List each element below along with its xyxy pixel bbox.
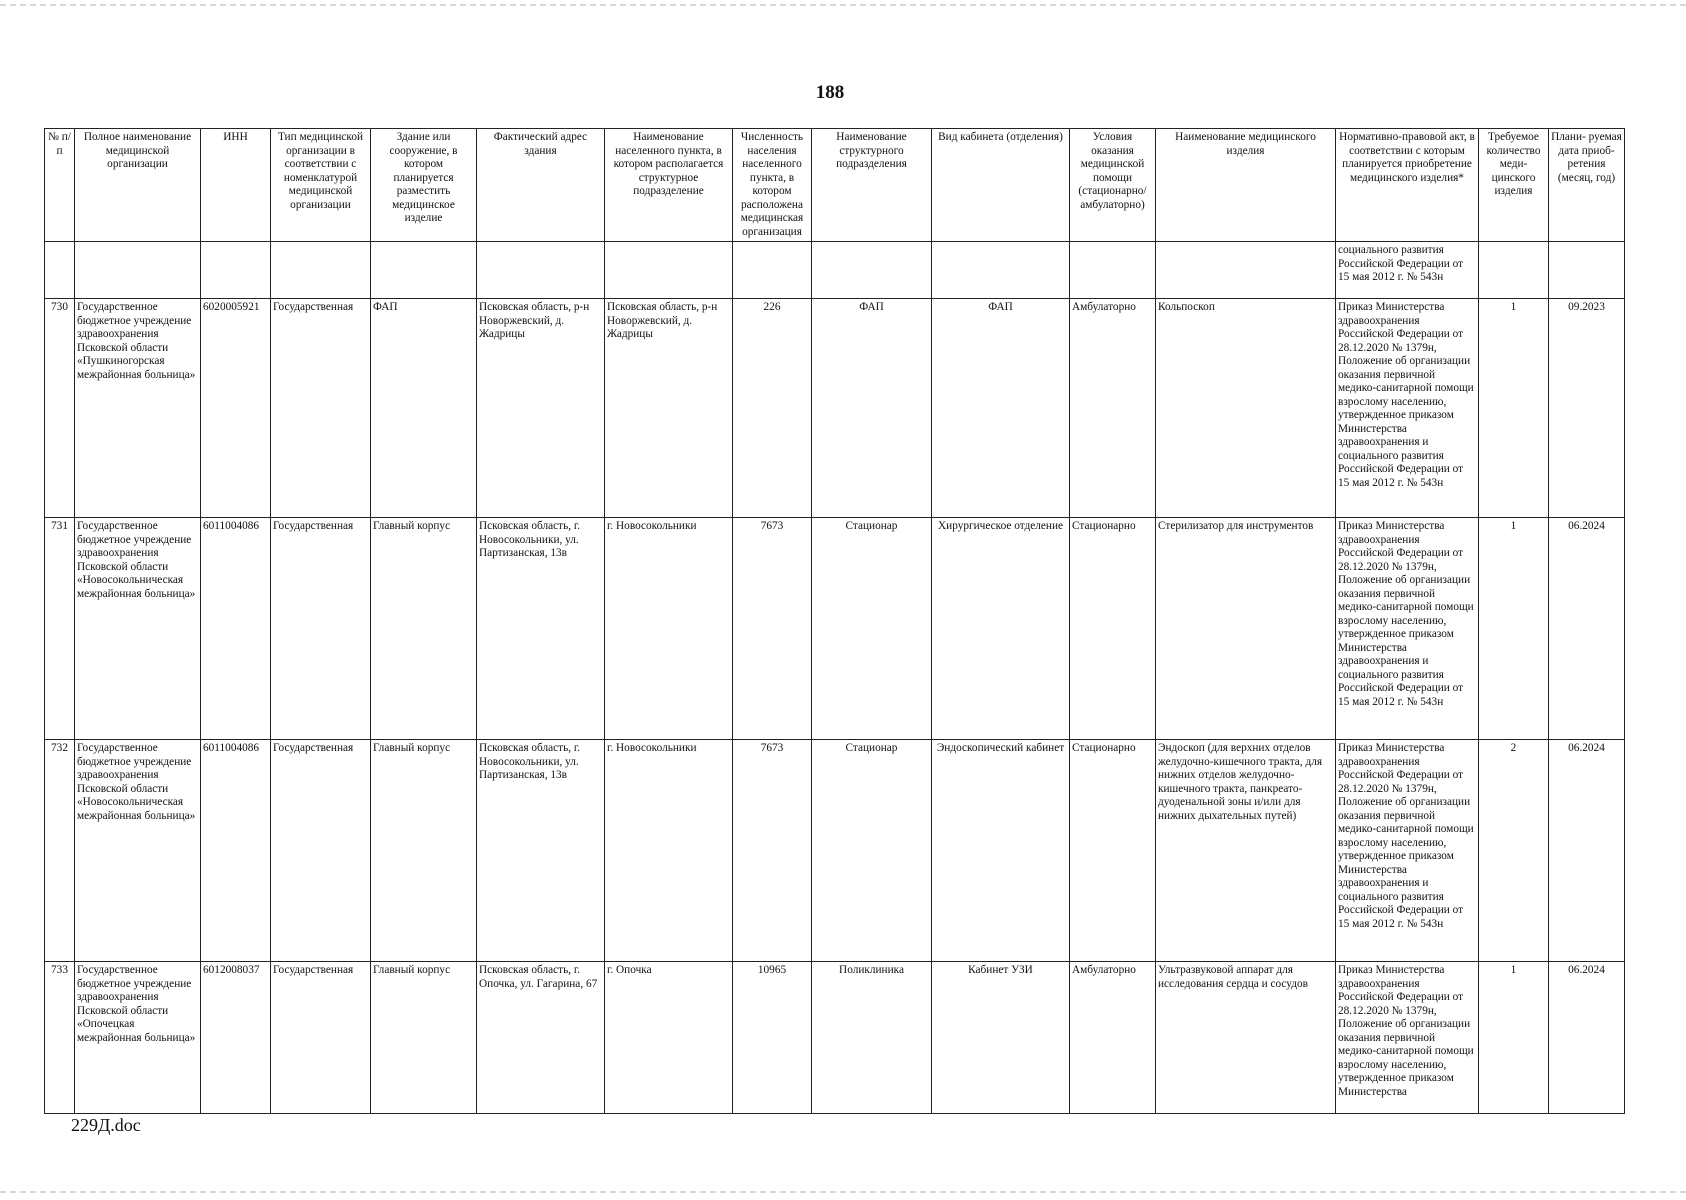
header-cell: Полное наименование медицинской организации bbox=[75, 129, 201, 242]
address-cell: Псковская область, р-н Новоржевский, д. Жадрицы bbox=[477, 299, 605, 518]
row-number: 733 bbox=[45, 962, 75, 1114]
header-cell: Условия оказания медицинской помощи (стационарно/ амбулаторно) bbox=[1070, 129, 1156, 242]
cabinet-cell: Хирургическое отделение bbox=[932, 518, 1070, 740]
building-cell: Главный корпус bbox=[371, 518, 477, 740]
header-cell: Наименование населенного пункта, в котором располагается структурное подразделение bbox=[605, 129, 733, 242]
date-cell: 06.2024 bbox=[1549, 962, 1625, 1114]
date-cell: 06.2024 bbox=[1549, 740, 1625, 962]
inn-cell: 6011004086 bbox=[201, 740, 271, 962]
device-cell: Ультразвуковой аппарат для исследования сердца и сосудов bbox=[1156, 962, 1336, 1114]
conditions-cell: Амбулаторно bbox=[1070, 962, 1156, 1114]
header-cell: Плани- руемая дата приоб- ретения (месяц, год) bbox=[1549, 129, 1625, 242]
conditions-cell: Стационарно bbox=[1070, 740, 1156, 962]
legal-act-cell: Приказ Министерства здравоохранения Российской Федерации от 28.12.2020 № 1379н, Положение об организации оказания первичной медико-санитарной помощи взрослому населению, утвержденное приказом Министерства здравоохранения и социального развития Российской Федерации от 15 мая 2012 г. № 543н bbox=[1336, 740, 1479, 962]
row-number: 732 bbox=[45, 740, 75, 962]
page-number: 188 bbox=[815, 82, 845, 103]
population-cell: 7673 bbox=[733, 740, 812, 962]
conditions-cell: Стационарно bbox=[1070, 518, 1156, 740]
device-cell: Стерилизатор для инструментов bbox=[1156, 518, 1336, 740]
header-cell: № п/п bbox=[45, 129, 75, 242]
unit-cell: Стационар bbox=[812, 518, 932, 740]
date-cell: 06.2024 bbox=[1549, 518, 1625, 740]
date-cell: 09.2023 bbox=[1549, 299, 1625, 518]
footer-filename: 229Д.doc bbox=[71, 1115, 141, 1135]
unit-cell: ФАП bbox=[812, 299, 932, 518]
locality-cell: г. Новосокольники bbox=[605, 740, 733, 962]
population-cell: 10965 bbox=[733, 962, 812, 1114]
locality-cell: г. Новосокольники bbox=[605, 518, 733, 740]
cabinet-cell: ФАП bbox=[932, 299, 1070, 518]
continuation-row bbox=[45, 242, 1625, 299]
cabinet-cell: Кабинет УЗИ bbox=[932, 962, 1070, 1114]
quantity-cell: 1 bbox=[1479, 518, 1549, 740]
table-row bbox=[45, 299, 1625, 518]
unit-cell: Поликлиника bbox=[812, 962, 932, 1114]
header-cell: Наименование медицинского изделия bbox=[1156, 129, 1336, 242]
inn-cell: 6012008037 bbox=[201, 962, 271, 1114]
table-header-row bbox=[45, 129, 1625, 242]
scan-edge-bottom bbox=[0, 1191, 1686, 1193]
header-cell: Требуемое количество меди- цинского изделия bbox=[1479, 129, 1549, 242]
table-row bbox=[45, 740, 1625, 962]
quantity-cell: 1 bbox=[1479, 299, 1549, 518]
table-row bbox=[45, 518, 1625, 740]
building-cell: ФАП bbox=[371, 299, 477, 518]
locality-cell: Псковская область, р-н Новоржевский, д. Жадрицы bbox=[605, 299, 733, 518]
header-cell: Фактический адрес здания bbox=[477, 129, 605, 242]
header-cell: Здание или сооружение, в котором планируется разместить медицинское изделие bbox=[371, 129, 477, 242]
org-type-cell: Государственная bbox=[271, 962, 371, 1114]
legal-act-cell: социального развития Российской Федерации от 15 мая 2012 г. № 543н bbox=[1336, 242, 1479, 299]
header-cell: Вид кабинета (отделения) bbox=[932, 129, 1070, 242]
quantity-cell: 2 bbox=[1479, 740, 1549, 962]
device-cell: Эндоскоп (для верхних отделов желудочно-кишечного тракта, для нижних отделов желудочно-кишечного тракта, панкреато-дуоденальной зоны и/или для нижних дыхательных путей) bbox=[1156, 740, 1336, 962]
table-row bbox=[45, 962, 1625, 1114]
building-cell: Главный корпус bbox=[371, 740, 477, 962]
address-cell: Псковская область, г. Новосокольники, ул. Партизанская, 13в bbox=[477, 518, 605, 740]
organization-name: Государственное бюджетное учреждение здравоохранения Псковской области «Новосокольническая межрайонная больница» bbox=[75, 740, 201, 962]
device-cell: Кольпоскоп bbox=[1156, 299, 1336, 518]
organization-name: Государственное бюджетное учреждение здравоохранения Псковской области «Пушкиногорская межрайонная больница» bbox=[75, 299, 201, 518]
unit-cell: Стационар bbox=[812, 740, 932, 962]
address-cell: Псковская область, г. Опочка, ул. Гагарина, 67 bbox=[477, 962, 605, 1114]
header-cell: Численность населения населенного пункта, в котором расположена медицинская организация bbox=[733, 129, 812, 242]
equipment-table bbox=[44, 128, 1625, 1114]
quantity-cell: 1 bbox=[1479, 962, 1549, 1114]
population-cell: 226 bbox=[733, 299, 812, 518]
inn-cell: 6011004086 bbox=[201, 518, 271, 740]
scan-edge-top bbox=[0, 4, 1686, 6]
header-cell: Нормативно-правовой акт, в соответствии с которым планируется приобретение медицинского изделия* bbox=[1336, 129, 1479, 242]
legal-act-cell: Приказ Министерства здравоохранения Российской Федерации от 28.12.2020 № 1379н, Положение об организации оказания первичной медико-санитарной помощи взрослому населению, утвержденное приказом Министерства bbox=[1336, 962, 1479, 1114]
org-type-cell: Государственная bbox=[271, 740, 371, 962]
header-cell: ИНН bbox=[201, 129, 271, 242]
address-cell: Псковская область, г. Новосокольники, ул. Партизанская, 13в bbox=[477, 740, 605, 962]
building-cell: Главный корпус bbox=[371, 962, 477, 1114]
locality-cell: г. Опочка bbox=[605, 962, 733, 1114]
inn-cell: 6020005921 bbox=[201, 299, 271, 518]
organization-name: Государственное бюджетное учреждение здравоохранения Псковской области «Новосокольническая межрайонная больница» bbox=[75, 518, 201, 740]
organization-name: Государственное бюджетное учреждение здравоохранения Псковской области «Опочецкая межрайонная больница» bbox=[75, 962, 201, 1114]
org-type-cell: Государственная bbox=[271, 299, 371, 518]
cabinet-cell: Эндоскопический кабинет bbox=[932, 740, 1070, 962]
header-cell: Тип медицинской организации в соответствии с номенклатурой медицинской организации bbox=[271, 129, 371, 242]
header-cell: Наименование структурного подразделения bbox=[812, 129, 932, 242]
row-number: 731 bbox=[45, 518, 75, 740]
row-number: 730 bbox=[45, 299, 75, 518]
population-cell: 7673 bbox=[733, 518, 812, 740]
legal-act-cell: Приказ Министерства здравоохранения Российской Федерации от 28.12.2020 № 1379н, Положение об организации оказания первичной медико-санитарной помощи взрослому населению, утвержденное приказом Министерства здравоохранения и социального развития Российской Федерации от 15 мая 2012 г. № 543н bbox=[1336, 299, 1479, 518]
conditions-cell: Амбулаторно bbox=[1070, 299, 1156, 518]
org-type-cell: Государственная bbox=[271, 518, 371, 740]
legal-act-cell: Приказ Министерства здравоохранения Российской Федерации от 28.12.2020 № 1379н, Положение об организации оказания первичной медико-санитарной помощи взрослому населению, утвержденное приказом Министерства здравоохранения и социального развития Российской Федерации от 15 мая 2012 г. № 543н bbox=[1336, 518, 1479, 740]
